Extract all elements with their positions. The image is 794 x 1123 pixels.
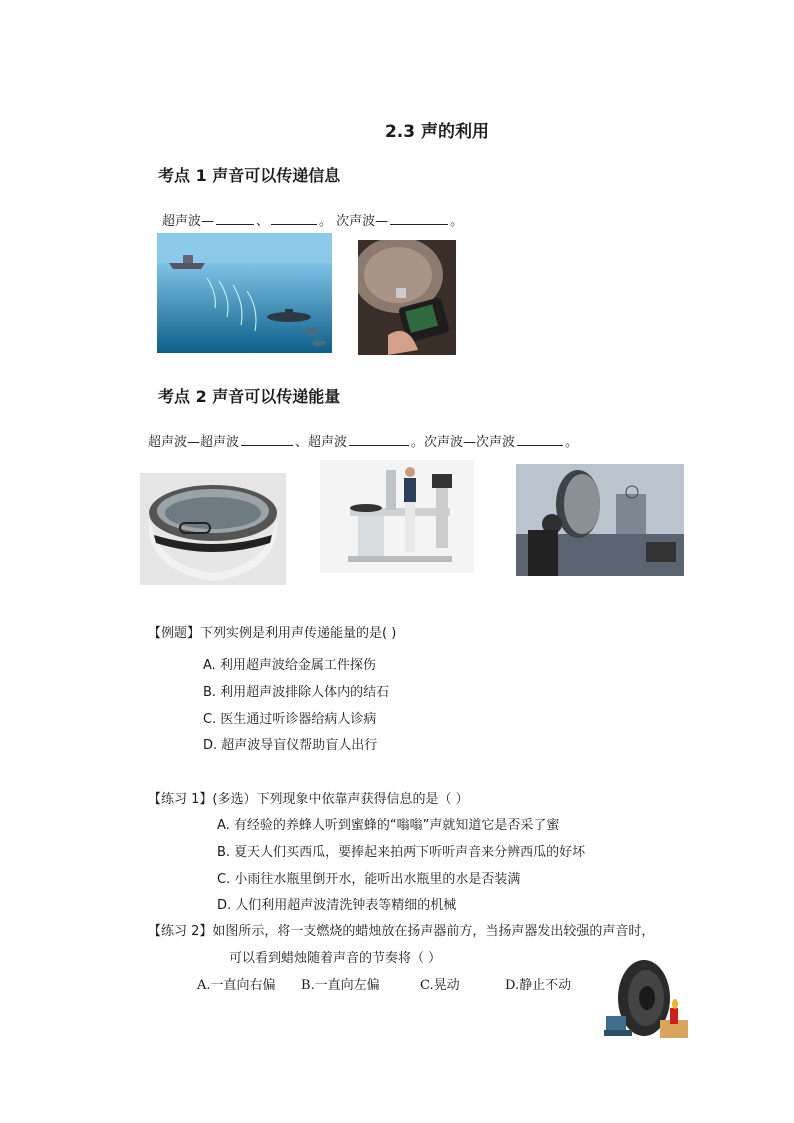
fill-text: 超声波— <box>162 214 215 229</box>
blank[interactable] <box>349 433 409 446</box>
practice2-question-line2: 可以看到蜡烛随着声音的节奏将（ ） <box>229 951 442 966</box>
section2-fill-line <box>148 431 578 450</box>
fill-text: 、超声波 <box>295 435 348 450</box>
practice2-option-a[interactable]: A.一直向右偏 <box>197 978 276 993</box>
flaw-detector-image <box>358 240 456 355</box>
example-option-b[interactable]: B. 利用超声波排除人体内的结石 <box>203 685 390 700</box>
practice2-question-line1: 【练习 2】如图所示，将一支燃烧的蜡烛放在扬声器前方，当扬声器发出较强的声音时， <box>148 924 655 939</box>
page-title: 2.3 声的利用 <box>384 122 490 142</box>
practice1-option-a[interactable]: A. 有经验的养蜂人听到蜜蜂的“嗡嗡”声就知道它是否采了蜜 <box>217 818 560 833</box>
practice1-option-c[interactable]: C. 小雨往水瓶里倒开水，能听出水瓶里的水是否装满 <box>217 872 521 887</box>
section2-heading: 考点 2 声音可以传递能量 <box>158 387 341 406</box>
fill-text: 。 <box>450 214 464 229</box>
sonar-ocean-image <box>157 233 332 353</box>
section1-heading: 考点 1 声音可以传递信息 <box>158 166 341 185</box>
fill-text: 、 <box>256 214 270 229</box>
lithotripsy-image <box>320 460 474 573</box>
section1-fill-line <box>162 210 463 229</box>
ultrasonic-cleaner-image <box>140 473 286 585</box>
blank[interactable] <box>216 212 254 225</box>
practice2-option-c[interactable]: C.晃动 <box>420 978 460 993</box>
practice2-option-b[interactable]: B.一直向左偏 <box>301 978 380 993</box>
speaker-candle-image <box>600 958 695 1046</box>
fill-text: 超声波—超声波 <box>148 435 240 450</box>
fill-text: 。 <box>565 435 579 450</box>
example-question: 【例题】下列实例是利用声传递能量的是( ) <box>148 626 397 641</box>
blank[interactable] <box>517 433 563 446</box>
example-option-a[interactable]: A. 利用超声波给金属工件探伤 <box>203 658 376 673</box>
acoustic-device-image <box>516 464 684 576</box>
blank[interactable] <box>241 433 293 446</box>
fill-text: 。 次声波— <box>319 214 389 229</box>
practice1-question: 【练习 1】(多选）下列现象中依靠声获得信息的是（ ） <box>148 792 469 807</box>
fill-text: 。次声波—次声波 <box>411 435 516 450</box>
practice2-option-d[interactable]: D.静止不动 <box>505 978 572 993</box>
blank[interactable] <box>390 212 448 225</box>
example-option-d[interactable]: D. 超声波导盲仪帮助盲人出行 <box>203 738 378 753</box>
example-option-c[interactable]: C. 医生通过听诊器给病人诊病 <box>203 712 377 727</box>
practice1-option-b[interactable]: B. 夏天人们买西瓜，要捧起来拍两下听听声音来分辨西瓜的好坏 <box>217 845 586 860</box>
practice1-option-d[interactable]: D. 人们利用超声波清洗钟表等精细的机械 <box>217 898 457 913</box>
blank[interactable] <box>271 212 317 225</box>
